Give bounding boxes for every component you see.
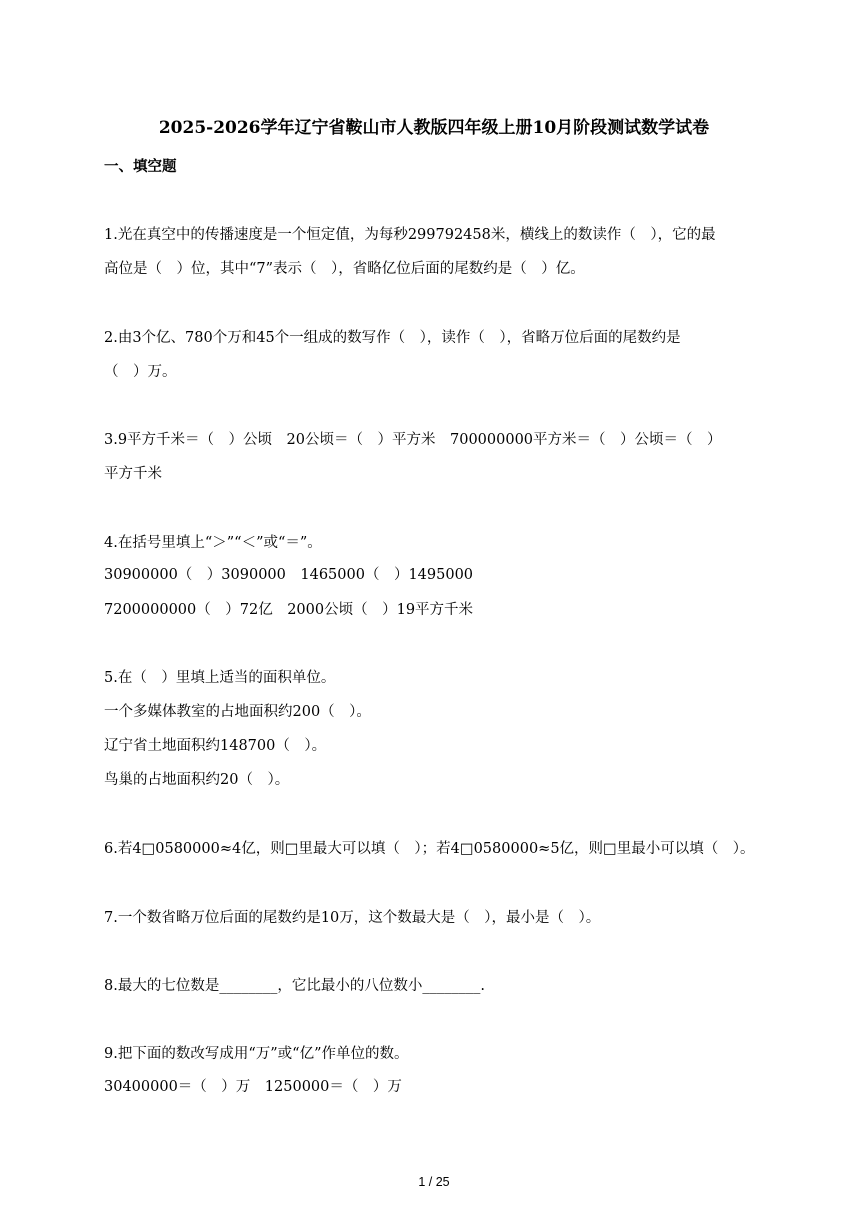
question-1-line-2: 高位是（ ）位，其中“7”表示（ ），省略亿位后面的尾数约是（ ）亿。 bbox=[104, 261, 585, 277]
question-2-line-1: 2.由3个亿、780个万和45个一组成的数写作（ ），读作（ ），省略万位后面的尾数约是 bbox=[104, 330, 681, 346]
question-4-row-1: 30900000（ ）3090000 1465000（ ）1495000 bbox=[104, 567, 474, 583]
question-4-row-2: 7200000000（ ）72亿 2000公顷（ ）19平方千米 bbox=[104, 602, 474, 618]
question-5-item-2: 辽宁省土地面积约148700（ ）。 bbox=[104, 738, 327, 754]
question-9-row-1: 30400000＝（ ）万 1250000＝（ ）万 bbox=[104, 1079, 402, 1095]
question-5-item-1: 一个多媒体教室的占地面积约200（ ）。 bbox=[104, 704, 371, 720]
section-heading-fill-in-blank: 一、填空题 bbox=[104, 158, 177, 175]
question-3-line-2: 平方千米 bbox=[104, 466, 162, 482]
document-title: 2025-2026学年辽宁省鞍山市人教版四年级上册10月阶段测试数学试卷 bbox=[158, 118, 710, 138]
page-number: 1 / 25 bbox=[418, 1175, 450, 1189]
question-9-prompt: 9.把下面的数改写成用“万”或“亿”作单位的数。 bbox=[104, 1046, 409, 1062]
question-1-line-1: 1.光在真空中的传播速度是一个恒定值，为每秒299792458米，横线上的数读作（ ），它的最 bbox=[104, 227, 716, 243]
question-7: 7.一个数省略万位后面的尾数约是10万，这个数最大是（ ），最小是（ ）。 bbox=[104, 910, 601, 926]
question-5-prompt: 5.在（ ）里填上适当的面积单位。 bbox=[104, 670, 336, 686]
question-3-line-1: 3.9平方千米＝（ ）公顷 20公顷＝（ ）平方米 700000000平方米＝（ ）公顷＝（ ） bbox=[104, 432, 722, 448]
question-6: 6.若4□0580000≈4亿，则□里最大可以填（ ）；若4□0580000≈5亿，则□里最小可以填（ ）。 bbox=[104, 841, 755, 857]
question-5-item-3: 鸟巢的占地面积约20（ ）。 bbox=[104, 772, 290, 788]
question-2-line-2: （ ）万。 bbox=[104, 364, 177, 380]
question-8: 8.最大的七位数是________，它比最小的八位数小________. bbox=[104, 978, 485, 994]
question-4-prompt: 4.在括号里填上“＞”“＜”或“＝”。 bbox=[104, 535, 322, 551]
